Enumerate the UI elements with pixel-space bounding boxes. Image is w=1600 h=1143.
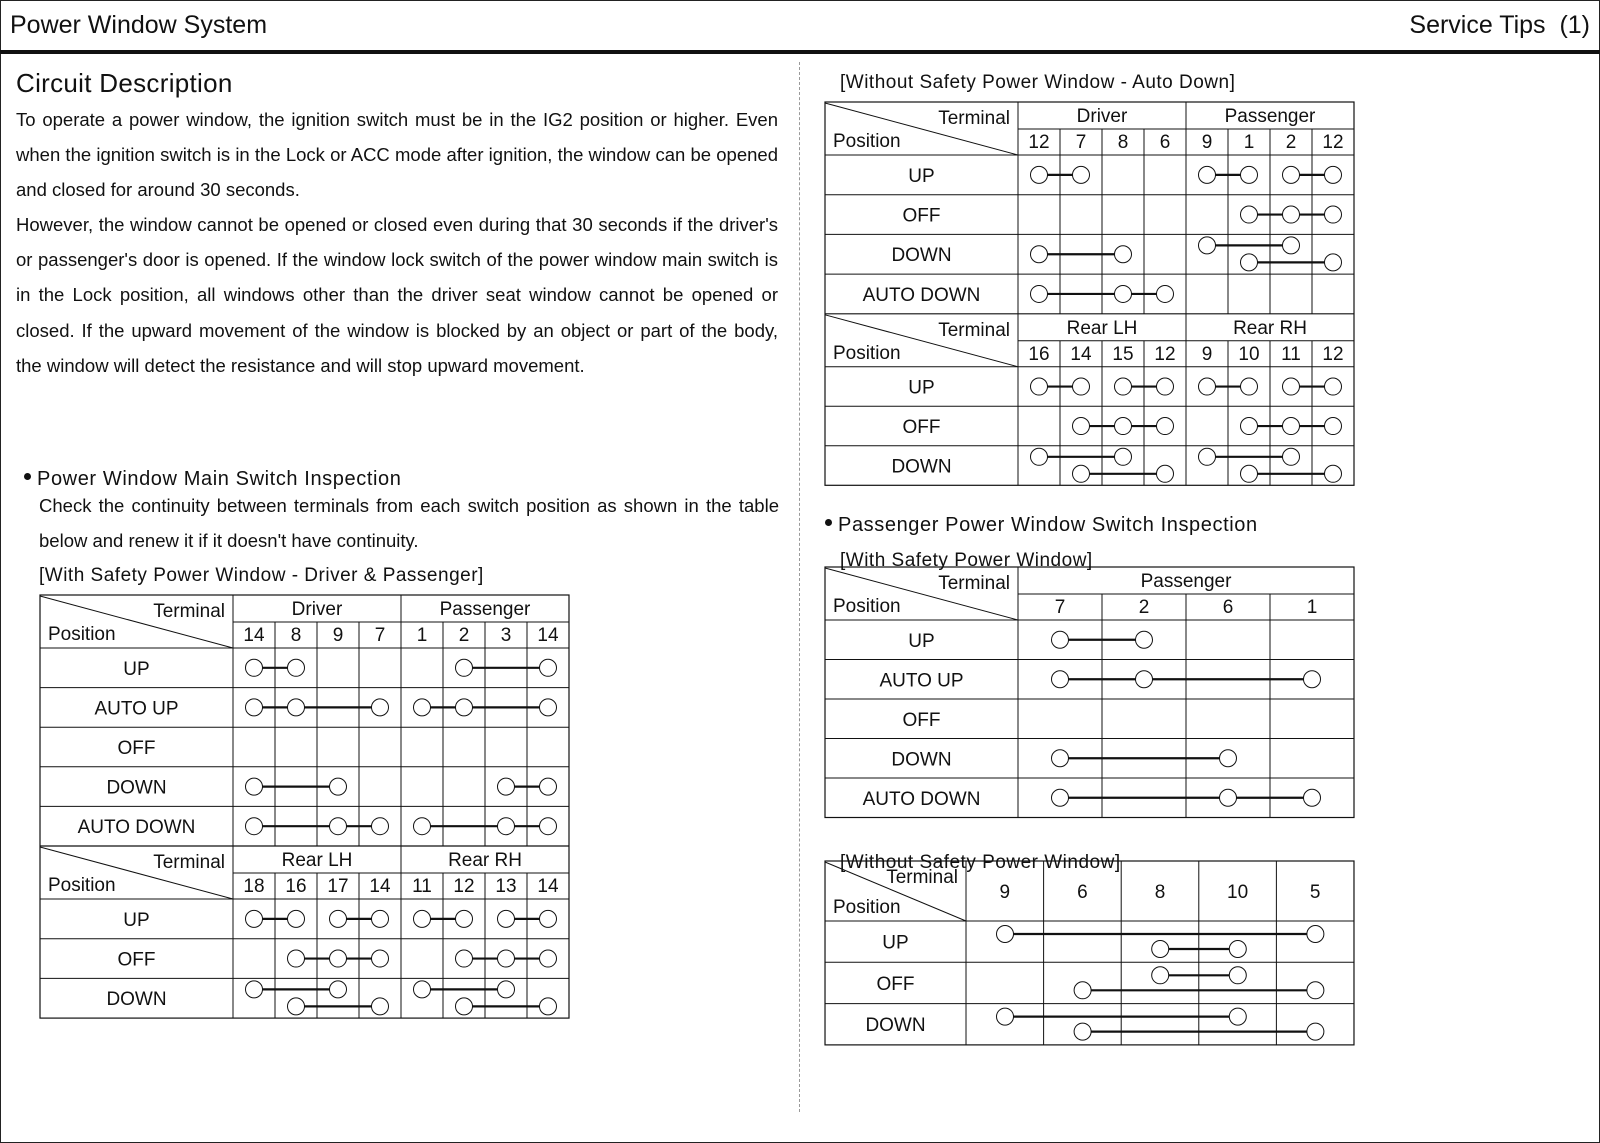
continuity-circle-icon: [1136, 631, 1153, 648]
passenger-without-safety-table: [824, 860, 1355, 1046]
main-switch-table-caption: [With Safety Power Window - Driver & Passenger]: [39, 565, 484, 586]
terminal-number: 14: [243, 624, 265, 646]
position-label: AUTO UP: [94, 698, 179, 720]
continuity-circle-icon: [1031, 285, 1048, 302]
continuity-circle-icon: [1152, 967, 1169, 984]
terminal-number: 16: [285, 875, 307, 897]
continuity-circle-icon: [371, 818, 388, 835]
page-title: Power Window System: [10, 11, 268, 39]
continuity-circle-icon: [1073, 166, 1090, 183]
continuity-circle-icon: [455, 998, 472, 1015]
position-label: UP: [908, 377, 935, 399]
terminal-group-label: Rear RH: [448, 849, 522, 871]
continuity-circle-icon: [246, 818, 263, 835]
position-axis-label: Position: [833, 596, 901, 617]
continuity-circle-icon: [1282, 418, 1299, 435]
terminal-number: 9: [1201, 343, 1213, 365]
position-label: OFF: [902, 205, 941, 227]
continuity-circle-icon: [1114, 285, 1131, 302]
position-label: UP: [908, 630, 935, 652]
terminal-axis-label: Terminal: [153, 851, 226, 873]
continuity-circle-icon: [246, 659, 263, 676]
position-label: OFF: [902, 709, 941, 731]
continuity-circle-icon: [413, 699, 430, 716]
continuity-circle-icon: [371, 699, 388, 716]
position-label: DOWN: [891, 456, 952, 478]
continuity-circle-icon: [1074, 1023, 1091, 1040]
continuity-circle-icon: [1156, 378, 1173, 395]
continuity-circle-icon: [1240, 378, 1257, 395]
continuity-circle-icon: [1052, 750, 1069, 767]
continuity-circle-icon: [1324, 254, 1341, 271]
terminal-number: 17: [327, 875, 349, 897]
continuity-circle-icon: [288, 950, 305, 967]
main-switch-continuity-table: [39, 594, 570, 1019]
terminal-number: 7: [374, 624, 386, 646]
continuity-circle-icon: [1156, 418, 1173, 435]
position-label: UP: [908, 165, 935, 187]
terminal-number: 10: [1227, 881, 1249, 903]
continuity-circle-icon: [1114, 418, 1131, 435]
position-axis-label: Position: [48, 623, 116, 645]
continuity-circle-icon: [1240, 418, 1257, 435]
bullet-icon: [24, 473, 31, 480]
circuit-description-heading: Circuit Description: [16, 68, 233, 98]
continuity-circle-icon: [497, 950, 514, 967]
continuity-circle-icon: [1031, 378, 1048, 395]
continuity-circle-icon: [1229, 967, 1246, 984]
position-label: UP: [123, 909, 150, 931]
continuity-circle-icon: [1052, 671, 1069, 688]
terminal-group-label: Rear LH: [1066, 317, 1138, 339]
continuity-circle-icon: [1304, 671, 1321, 688]
terminal-number: 1: [1243, 131, 1255, 153]
continuity-circle-icon: [997, 925, 1014, 942]
continuity-circle-icon: [329, 950, 346, 967]
continuity-circle-icon: [1114, 448, 1131, 465]
terminal-number: 2: [1285, 131, 1297, 153]
continuity-circle-icon: [455, 659, 472, 676]
position-label: AUTO UP: [879, 670, 964, 692]
continuity-circle-icon: [1307, 1023, 1324, 1040]
terminal-number: 2: [458, 624, 470, 646]
position-label: OFF: [117, 737, 156, 759]
continuity-circle-icon: [1324, 206, 1341, 223]
continuity-circle-icon: [288, 910, 305, 927]
position-label: UP: [882, 932, 909, 954]
column-divider: [799, 62, 800, 1112]
terminal-number: 12: [453, 875, 475, 897]
continuity-circle-icon: [371, 910, 388, 927]
continuity-circle-icon: [1307, 925, 1324, 942]
continuity-circle-icon: [1156, 285, 1173, 302]
continuity-circle-icon: [1136, 671, 1153, 688]
terminal-number: 8: [1154, 881, 1166, 903]
continuity-circle-icon: [1324, 378, 1341, 395]
continuity-circle-icon: [413, 910, 430, 927]
terminal-number: 1: [1306, 597, 1318, 618]
continuity-circle-icon: [1324, 166, 1341, 183]
position-label: DOWN: [106, 989, 167, 1011]
position-label: AUTO DOWN: [862, 284, 981, 306]
continuity-circle-icon: [413, 981, 430, 998]
continuity-circle-icon: [539, 950, 556, 967]
continuity-circle-icon: [1198, 237, 1215, 254]
terminal-group-label: Rear LH: [281, 849, 353, 871]
continuity-circle-icon: [1282, 206, 1299, 223]
terminal-axis-label: Terminal: [938, 319, 1011, 341]
passenger-without-safety-caption: [Without Safety Power Window]: [840, 852, 1121, 873]
continuity-circle-icon: [1282, 378, 1299, 395]
terminal-number: 14: [537, 875, 559, 897]
continuity-circle-icon: [288, 998, 305, 1015]
continuity-circle-icon: [1152, 940, 1169, 957]
passenger-switch-inspection-heading: [825, 514, 1258, 537]
continuity-circle-icon: [1240, 166, 1257, 183]
continuity-circle-icon: [497, 910, 514, 927]
terminal-number: 9: [999, 881, 1011, 903]
position-label: DOWN: [891, 245, 952, 267]
continuity-circle-icon: [1073, 465, 1090, 482]
continuity-circle-icon: [539, 699, 556, 716]
continuity-circle-icon: [1031, 448, 1048, 465]
continuity-circle-icon: [413, 818, 430, 835]
terminal-number: 5: [1309, 881, 1321, 903]
terminal-number: 12: [1028, 131, 1050, 153]
position-label: DOWN: [891, 749, 952, 771]
terminal-number: 3: [500, 624, 512, 646]
continuity-circle-icon: [246, 981, 263, 998]
position-label: DOWN: [865, 1015, 926, 1037]
without-safety-auto-down-caption: [Without Safety Power Window - Auto Down]: [840, 72, 1236, 93]
terminal-number: 14: [1070, 343, 1092, 365]
continuity-circle-icon: [497, 981, 514, 998]
position-axis-label: Position: [833, 896, 901, 918]
position-label: OFF: [117, 949, 156, 971]
continuity-circle-icon: [329, 910, 346, 927]
continuity-circle-icon: [1229, 1008, 1246, 1025]
continuity-circle-icon: [1240, 465, 1257, 482]
continuity-circle-icon: [1240, 254, 1257, 271]
terminal-number: 14: [537, 624, 559, 646]
continuity-circle-icon: [1220, 789, 1237, 806]
continuity-circle-icon: [539, 818, 556, 835]
continuity-circle-icon: [329, 981, 346, 998]
terminal-number: 8: [290, 624, 302, 646]
circuit-paragraph-1: To operate a power window, the ignition switch must be in the IG2 position or higher. Even when the ignition switch is in the Lock or ACC mode after ignition, the window can be opened and closed for around 30 seconds.: [16, 109, 778, 201]
continuity-circle-icon: [329, 818, 346, 835]
bullet-icon: [825, 519, 832, 526]
terminal-axis-label: Terminal: [886, 866, 959, 888]
continuity-circle-icon: [1304, 789, 1321, 806]
terminal-number: 12: [1154, 343, 1176, 365]
terminal-group-label: Driver: [1076, 105, 1128, 127]
continuity-circle-icon: [539, 778, 556, 795]
terminal-number: 15: [1112, 343, 1134, 365]
terminal-number: 12: [1322, 343, 1344, 365]
continuity-circle-icon: [539, 910, 556, 927]
continuity-circle-icon: [455, 910, 472, 927]
continuity-circle-icon: [246, 699, 263, 716]
position-label: DOWN: [106, 777, 167, 799]
continuity-circle-icon: [497, 778, 514, 795]
continuity-circle-icon: [246, 778, 263, 795]
continuity-circle-icon: [1198, 448, 1215, 465]
continuity-circle-icon: [1052, 789, 1069, 806]
terminal-axis-label: Terminal: [153, 600, 226, 622]
terminal-group-label: Passenger: [1224, 105, 1316, 127]
continuity-circle-icon: [1198, 166, 1215, 183]
terminal-number: 8: [1117, 131, 1129, 153]
terminal-number: 18: [243, 875, 265, 897]
terminal-number: 7: [1054, 597, 1066, 618]
terminal-number: 6: [1077, 881, 1088, 903]
terminal-number: 1: [416, 624, 428, 646]
position-label: OFF: [876, 973, 915, 995]
continuity-circle-icon: [1307, 982, 1324, 999]
continuity-circle-icon: [1114, 246, 1131, 263]
terminal-group-label: Passenger: [1140, 571, 1232, 592]
position-axis-label: Position: [833, 342, 901, 364]
continuity-circle-icon: [1282, 237, 1299, 254]
terminal-number: 11: [412, 875, 432, 897]
continuity-circle-icon: [288, 699, 305, 716]
continuity-circle-icon: [1198, 378, 1215, 395]
terminal-number: 7: [1075, 131, 1087, 153]
continuity-circle-icon: [455, 699, 472, 716]
position-label: UP: [123, 658, 150, 680]
continuity-circle-icon: [329, 778, 346, 795]
terminal-group-label: Rear RH: [1233, 317, 1307, 339]
continuity-circle-icon: [539, 659, 556, 676]
without-safety-auto-down-table: [824, 101, 1355, 486]
passenger-switch-inspection-label: Passenger Power Window Switch Inspection: [838, 514, 1258, 536]
continuity-circle-icon: [1073, 378, 1090, 395]
position-axis-label: Position: [48, 874, 116, 896]
terminal-group-label: Driver: [291, 598, 343, 620]
continuity-circle-icon: [1031, 246, 1048, 263]
page-header: [0, 0, 1600, 54]
terminal-number: 6: [1159, 131, 1171, 153]
circuit-paragraph-2: However, the window cannot be opened or closed even during that 30 seconds if the driver's or passenger's door is opened. If the window lock switch of the power window main switch is in the Lock position, all windows other than the driver seat window cannot be opened or closed. If the upward movement of the window is blocked by an object or part of the body, the window will detect the resistance and will stop upward movement.: [16, 214, 778, 376]
position-label: AUTO DOWN: [862, 788, 981, 810]
continuity-circle-icon: [455, 950, 472, 967]
section-page-label: Service Tips (1): [1409, 11, 1590, 39]
continuity-circle-icon: [1324, 465, 1341, 482]
continuity-circle-icon: [1324, 418, 1341, 435]
terminal-number: 13: [495, 875, 517, 897]
continuity-circle-icon: [1114, 378, 1131, 395]
continuity-circle-icon: [1073, 418, 1090, 435]
continuity-circle-icon: [1282, 448, 1299, 465]
position-axis-label: Position: [833, 130, 901, 152]
passenger-with-safety-table: [824, 566, 1355, 819]
terminal-group-label: Passenger: [439, 598, 531, 620]
continuity-circle-icon: [1240, 206, 1257, 223]
terminal-number: 6: [1222, 597, 1234, 618]
continuity-circle-icon: [1156, 465, 1173, 482]
terminal-number: 2: [1138, 597, 1150, 618]
continuity-circle-icon: [997, 1008, 1014, 1025]
terminal-number: 9: [1201, 131, 1213, 153]
continuity-circle-icon: [497, 818, 514, 835]
terminal-number: 10: [1238, 343, 1260, 365]
continuity-circle-icon: [288, 659, 305, 676]
continuity-circle-icon: [1031, 166, 1048, 183]
main-switch-instruction: Check the continuity between terminals from each switch position as shown in the table below and renew it if it doesn't have continuity.: [39, 495, 779, 551]
terminal-number: 16: [1028, 343, 1050, 365]
continuity-circle-icon: [1074, 982, 1091, 999]
terminal-axis-label: Terminal: [938, 573, 1010, 594]
terminal-axis-label: Terminal: [938, 107, 1011, 129]
terminal-number: 14: [369, 875, 391, 897]
terminal-number: 11: [1281, 343, 1301, 365]
continuity-circle-icon: [1052, 631, 1069, 648]
continuity-circle-icon: [371, 998, 388, 1015]
terminal-number: 12: [1322, 131, 1344, 153]
continuity-circle-icon: [246, 910, 263, 927]
terminal-number: 9: [332, 624, 344, 646]
continuity-circle-icon: [1220, 750, 1237, 767]
position-label: OFF: [902, 417, 941, 439]
passenger-with-safety-caption: [With Safety Power Window]: [840, 550, 1093, 571]
position-label: AUTO DOWN: [77, 817, 196, 839]
continuity-circle-icon: [1282, 166, 1299, 183]
continuity-circle-icon: [1229, 940, 1246, 957]
continuity-circle-icon: [371, 950, 388, 967]
main-switch-inspection-label: Power Window Main Switch Inspection: [37, 468, 402, 490]
continuity-circle-icon: [539, 998, 556, 1015]
